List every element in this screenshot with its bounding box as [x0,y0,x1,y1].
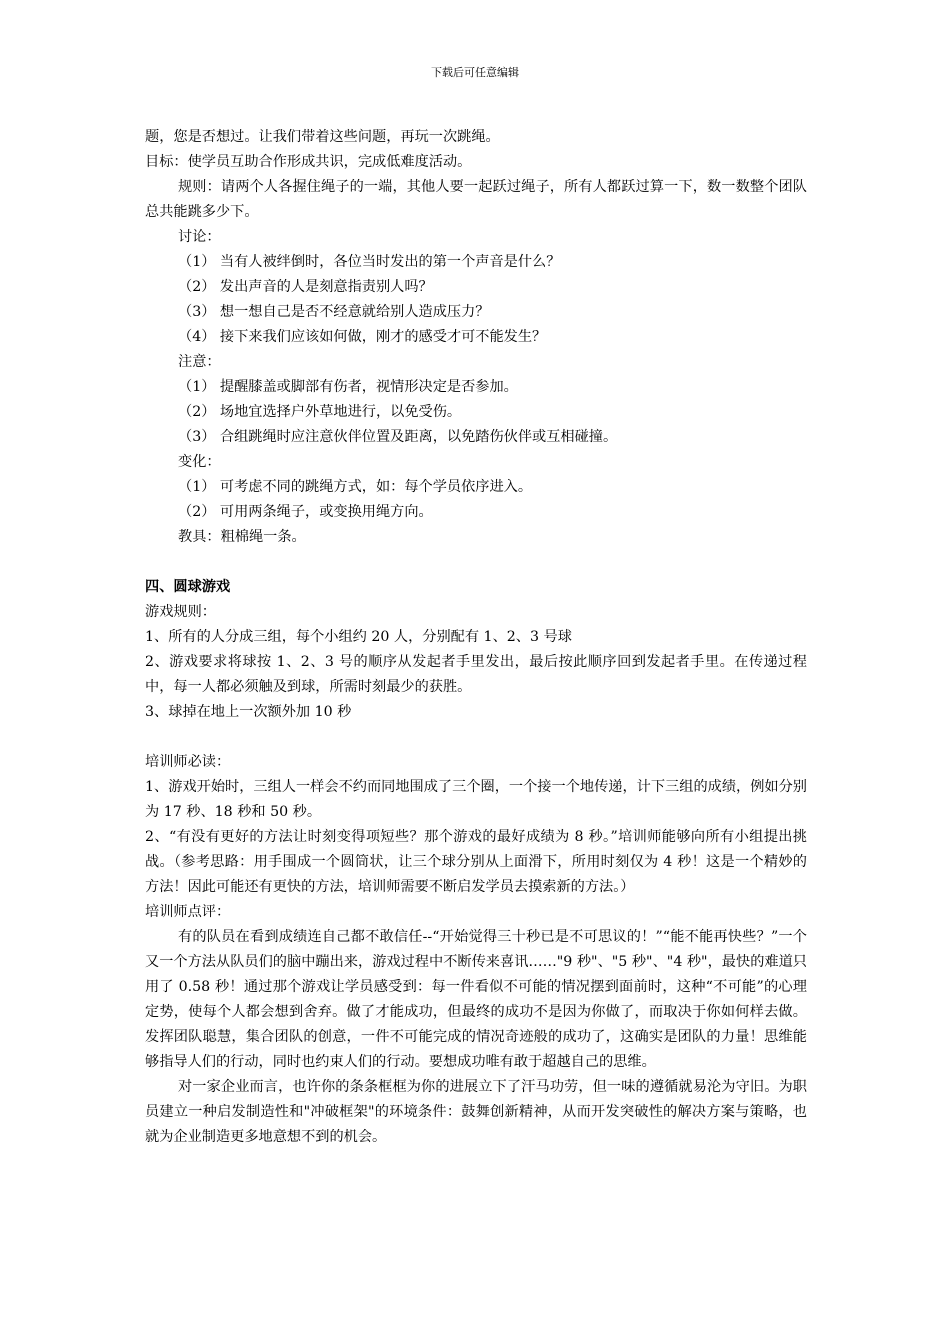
page-header: 下载后可任意编辑 [431,66,519,79]
ball-rules-label: 游戏规则： [145,604,216,620]
ball-rule-item: 3、球掉在地上一次额外加 10 秒 [145,704,352,720]
variation-item: （2） 可用两条绳子，或变换用绳方向。 [178,504,433,520]
comment-paragraph: 有的队员在看到成绩连自己都不敢信任--“开始觉得三十秒已是不可思议的！”“能不能再快些？”一个又一个方法从队员们的脑中蹦出来，游戏过程中不断传来喜讯……"9 秒"、"5 秒"、"4 秒"，最快的难道只用了 0.58 秒！通过那个游戏让学员感受到：每一件看似不可能的情况摆到面前时，这种“不可能”的心理定势，使每个人都会想到舍弃。做了才能成功，但最终的成功不是因为你做了，而取决于你如何样去做。发挥团队聪慧，集合团队的创意，一件不可能完成的情况奇迹般的成功了，这确实是团队的力量！思维能够指导人们的行动，同时也约束人们的行动。要想成功唯有敢于超越自己的思维。 [145,929,807,1070]
notes-label: 注意： [178,354,221,370]
jump-rope-goal: 目标：使学员互助合作形成共识，完成低难度活动。 [145,154,472,170]
spacer [145,550,807,575]
jump-rope-intro: 题，您是否想过。让我们带着这些问题，再玩一次跳绳。 [145,129,500,145]
discussion-item: （1） 当有人被绊倒时，各位当时发出的第一个声音是什么？ [178,254,561,270]
notes-item: （1） 提醒膝盖或脚部有伤者，视情形决定是否参加。 [178,379,518,395]
trainer-item: 1、游戏开始时，三组人一样会不约而同地围成了三个圈，一个接一个地传递，计下三组的成绩，例如分别为 17 秒、18 秒和 50 秒。 [145,779,807,820]
ball-rule-item: 2、游戏要求将球按 1、2、3 号的顺序从发起者手里发出，最后按此顺序回到发起者手里。在传递过程中，每一人都必须触及到球，所需时刻最少的获胜。 [145,654,807,695]
discussion-label: 讨论： [178,229,221,245]
ball-rule-item: 1、所有的人分成三组，每个小组约 20 人，分别配有 1、2、3 号球 [145,629,572,645]
comment-paragraph: 对一家企业而言，也许你的条条框框为你的进展立下了汗马功劳，但一味的遵循就易沦为守旧。为职员建立一种启发制造性和"冲破框架"的环境条件：鼓舞创新精神，从而开发突破性的解决方案与策略，也就为企业制造更多地意想不到的机会。 [145,1079,807,1145]
notes-item: （2） 场地宜选择户外草地进行，以免受伤。 [178,404,462,420]
comment-label: 培训师点评： [145,904,231,920]
variation-item: （1） 可考虑不同的跳绳方式，如：每个学员依序进入。 [178,479,533,495]
trainer-item: 2、“有没有更好的方法让时刻变得项短些？那个游戏的最好成绩为 8 秒。”培训师能够向所有小组提出挑战。（参考思路：用手围成一个圆筒状，让三个球分别从上面滑下，所用时刻仅为 4 秒！这是一个精妙的方法！因此可能还有更快的方法，培训师需要不断启发学员去摸索新的方法。） [145,829,807,895]
discussion-item: （4） 接下来我们应该如何做，刚才的感受才可不能发生？ [178,329,547,345]
spacer [145,725,807,750]
discussion-item: （3） 想一想自己是否不经意就给别人造成压力？ [178,304,490,320]
notes-item: （3） 合组跳绳时应注意伙伴位置及距离，以免踏伤伙伴或互相碰撞。 [178,429,618,445]
trainer-label: 培训师必读： [145,754,231,770]
discussion-item: （2） 发出声音的人是刻意指责别人吗？ [178,279,433,295]
section-heading: 四、圆球游戏 [145,579,231,595]
materials: 教具：粗棉绳一条。 [178,529,306,545]
variation-label: 变化： [178,454,221,470]
jump-rope-rules: 规则：请两个人各握住绳子的一端，其他人要一起跃过绳子，所有人都跃过算一下，数一数整个团队总共能跳多少下。 [145,179,807,220]
document-body [145,125,807,1150]
